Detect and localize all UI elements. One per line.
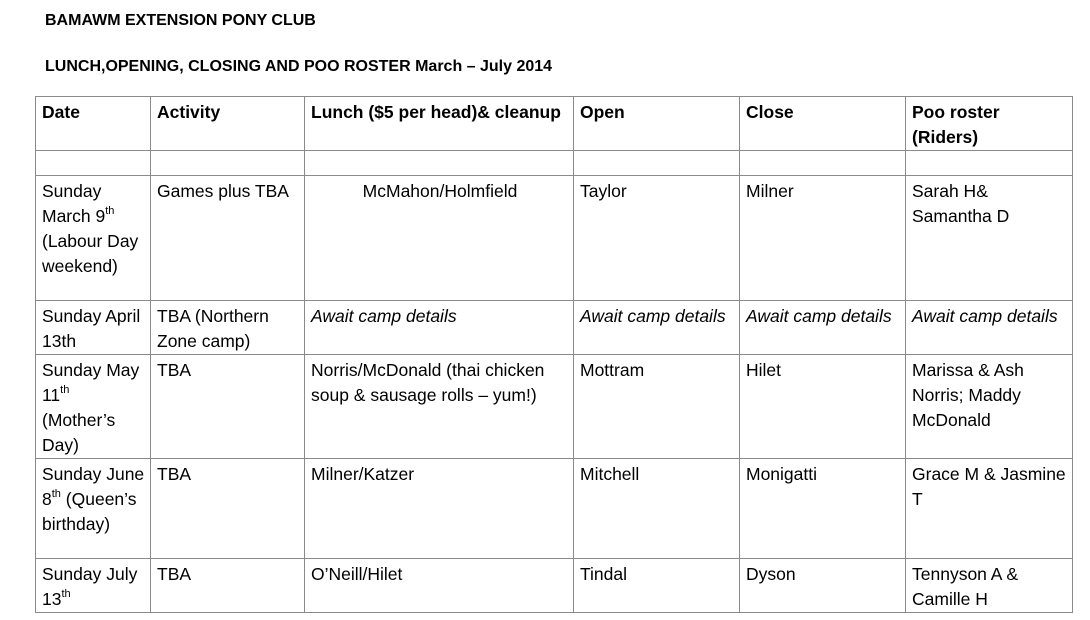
table-row	[36, 176, 1073, 301]
activity-cell: TBA	[151, 459, 305, 559]
blank-cell	[36, 151, 151, 176]
activity-cell: TBA (Northern Zone camp)	[151, 301, 305, 355]
header-close: Close	[740, 97, 906, 151]
header-poo-roster: Poo roster (Riders)	[906, 97, 1073, 151]
open-cell: Mottram	[574, 355, 740, 459]
poo-cell: Tennyson A & Camille H	[906, 559, 1073, 613]
header-open: Open	[574, 97, 740, 151]
activity-cell: Games plus TBA	[151, 176, 305, 301]
lunch-cell: McMahon/Holmfield	[305, 176, 574, 301]
table-header-row	[36, 97, 1073, 151]
open-cell: Mitchell	[574, 459, 740, 559]
blank-cell	[305, 151, 574, 176]
date-cell: Sunday July 13th	[36, 559, 151, 613]
close-cell: Dyson	[740, 559, 906, 613]
date-cell: Sunday March 9th (Labour Day weekend)	[36, 176, 151, 301]
poo-cell: Grace M & Jasmine T	[906, 459, 1073, 559]
header-date: Date	[36, 97, 151, 151]
table-row	[36, 355, 1073, 459]
close-cell: Monigatti	[740, 459, 906, 559]
open-cell: Tindal	[574, 559, 740, 613]
blank-cell	[740, 151, 906, 176]
header-activity: Activity	[151, 97, 305, 151]
date-cell: Sunday May 11th (Mother’s Day)	[36, 355, 151, 459]
poo-cell: Sarah H& Samantha D	[906, 176, 1073, 301]
open-cell: Await camp details	[574, 301, 740, 355]
blank-cell	[906, 151, 1073, 176]
lunch-cell: Await camp details	[305, 301, 574, 355]
document-title: BAMAWM EXTENSION PONY CLUB	[45, 12, 316, 29]
activity-cell: TBA	[151, 559, 305, 613]
lunch-cell: Milner/Katzer	[305, 459, 574, 559]
table-row	[36, 301, 1073, 355]
date-cell: Sunday April 13th	[36, 301, 151, 355]
table-row	[36, 559, 1073, 613]
roster-table	[35, 96, 1073, 613]
poo-cell: Await camp details	[906, 301, 1073, 355]
blank-row	[36, 151, 1073, 176]
table-row	[36, 459, 1073, 559]
poo-cell: Marissa & Ash Norris; Maddy McDonald	[906, 355, 1073, 459]
close-cell: Await camp details	[740, 301, 906, 355]
document-subtitle: LUNCH,OPENING, CLOSING AND POO ROSTER March – July 2014	[45, 58, 553, 75]
blank-cell	[151, 151, 305, 176]
activity-cell: TBA	[151, 355, 305, 459]
lunch-cell: Norris/McDonald (thai chicken soup & sausage rolls – yum!)	[305, 355, 574, 459]
date-cell: Sunday June 8th (Queen’s birthday)	[36, 459, 151, 559]
close-cell: Hilet	[740, 355, 906, 459]
header-lunch: Lunch ($5 per head)& cleanup	[305, 97, 574, 151]
close-cell: Milner	[740, 176, 906, 301]
open-cell: Taylor	[574, 176, 740, 301]
blank-cell	[574, 151, 740, 176]
lunch-cell: O’Neill/Hilet	[305, 559, 574, 613]
